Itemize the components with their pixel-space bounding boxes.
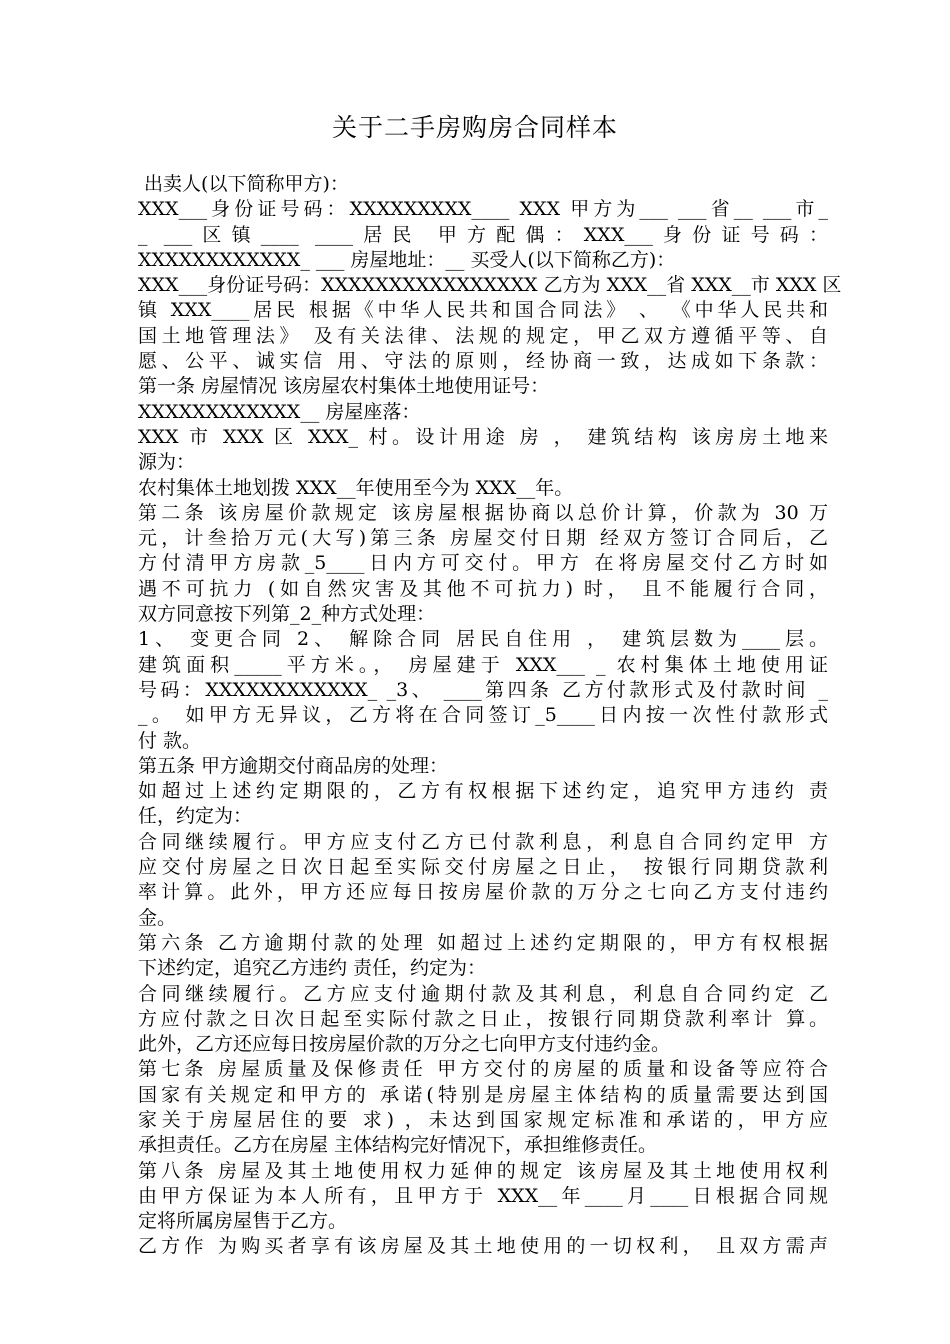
text-line: 定将所属房屋售于乙方。 [138, 1210, 348, 1233]
text-line: 金。 [138, 906, 177, 929]
text-line: 此外，乙方还应每日按房屋价款的万分之七向甲方支付违约金。 [138, 1033, 671, 1056]
text-line: 应交付房屋之日次日起至实际交付房屋之日止， 按银行同期贷款利 [138, 856, 828, 879]
text-line: 第五条 甲方逾期交付商品房的处理： [138, 754, 449, 777]
text-line: 第七条 房屋质量及保修责任 甲方交付的房屋的质量和设备等应符合 [138, 1058, 828, 1081]
text-line: 农村集体土地划拨 XXX__年使用至今为 XXX__年。 [138, 476, 574, 499]
text-line: XXX 市 XXX 区 XXX_ 村。设计用途 房 ， 建筑结构 该房房土地来 [138, 425, 828, 448]
text-line: XXX___身份证号码：XXXXXXXXXXXXXXXX 乙方为 XXX__省 XXX__市 XXX 区 [138, 274, 842, 297]
text-line: 号码：XXXXXXXXXXXX_ _3、 ____第四条 乙方付款形式及付款时间 _ [138, 678, 828, 701]
text-line: XXX___身份证号码：XXXXXXXXX____ XXX 甲方为___ ___省__ ___市_ [138, 198, 828, 221]
text-line: 源为： [138, 451, 196, 474]
text-line: 出卖人(以下简称甲方)： [138, 173, 349, 195]
text-line: 方付清甲方房款_5____日内方可交付。甲方 在将房屋交付乙方时如 [138, 552, 828, 575]
text-line: _ ___区镇____ ____居民 甲方配偶：XXX___身份证号码： [138, 223, 828, 246]
text-line: XXXXXXXXXXXX__ 房屋座落： [138, 400, 421, 423]
text-line: 第八条 房屋及其土地使用权力延伸的规定 该房屋及其土地使用权利 [138, 1159, 828, 1182]
document-body [138, 172, 842, 1260]
text-line: 任，约定为： [138, 805, 253, 828]
text-line: 家关于房屋居住的要 求) ，未达到国家规定标准和承诺的，甲方应 [138, 1108, 828, 1131]
text-line: 第一条 房屋情况 该房屋农村集体土地使用证号： [138, 375, 550, 398]
text-line: 率计算。此外，甲方还应每日按房屋价款的万分之七向乙方支付违约 [138, 881, 828, 904]
text-line: 合同继续履行。甲方应支付乙方已付款利息，利息自合同约定甲 方 [138, 830, 828, 853]
document-title: 关于二手房购房合同样本 [331, 113, 618, 142]
text-line: 由甲方保证为本人所有，且甲方于 XXX__年____月____日根据合同规 [138, 1184, 828, 1207]
text-line: 合同继续履行。乙方应支付逾期付款及其利息，利息自合同约定 乙 [138, 982, 828, 1005]
text-line: 如超过上述约定期限的，乙方有权根据下述约定，追究甲方违约 责 [138, 780, 828, 803]
text-line: 建筑面积_____平方米。， 房屋建于 XXX___ _ 农村集体土地使用证 [138, 653, 828, 676]
text-line: 付 款。 [138, 729, 202, 752]
text-line: 第六条 乙方逾期付款的处理 如超过上述约定期限的，甲方有权根据 [138, 931, 828, 954]
text-line: 国家有关规定和甲方的 承诺(特别是房屋主体结构的质量需要达到国 [138, 1083, 828, 1106]
text-line: 镇 XXX____居民 根据《中华人民共和国合同法》 、 《中华人民共和 [138, 299, 828, 322]
text-line: 元，计叁拾万元(大写)第三条 房屋交付日期 经双方签订合同后，乙 [138, 527, 828, 550]
text-line: _。 如甲方无异议，乙方将在合同签订_5____日内按一次性付款形式 [138, 704, 828, 727]
text-line: 国土地管理法》 及有关法律、法规的规定，甲乙双方遵循平等、自 [138, 324, 828, 347]
text-line: XXXXXXXXXXXX_ ___ 房屋地址：__ 买受人(以下简称乙方)： [138, 248, 676, 271]
text-line: 乙方作 为购买者享有该房屋及其土地使用的一切权利， 且双方需声 [138, 1235, 828, 1258]
text-line: 遇不可抗力 (如自然灾害及其他不可抗力) 时， 且不能履行合同， [138, 577, 828, 600]
text-line: 双方同意按下列第_2_种方式处理： [138, 603, 436, 626]
text-line: 1、 变更合同 2、 解除合同 居民自住用 ， 建筑层数为____层。 [138, 628, 828, 651]
text-line: 方应付款之日次日起至实际付款之日止，按银行同期贷款利率计 算。 [138, 1007, 828, 1030]
text-line: 下述约定，追究乙方违约 责任，约定为： [138, 957, 487, 980]
text-line: 愿、公平、诚实信 用、守法的原则，经协商一致，达成如下条款： [138, 350, 828, 373]
text-line: 承担责任。乙方在房屋 主体结构完好情况下，承担维修责任。 [138, 1134, 658, 1157]
text-line: 第二条 该房屋价款规定 该房屋根据协商以总价计算，价款为 30 万 [138, 501, 828, 524]
